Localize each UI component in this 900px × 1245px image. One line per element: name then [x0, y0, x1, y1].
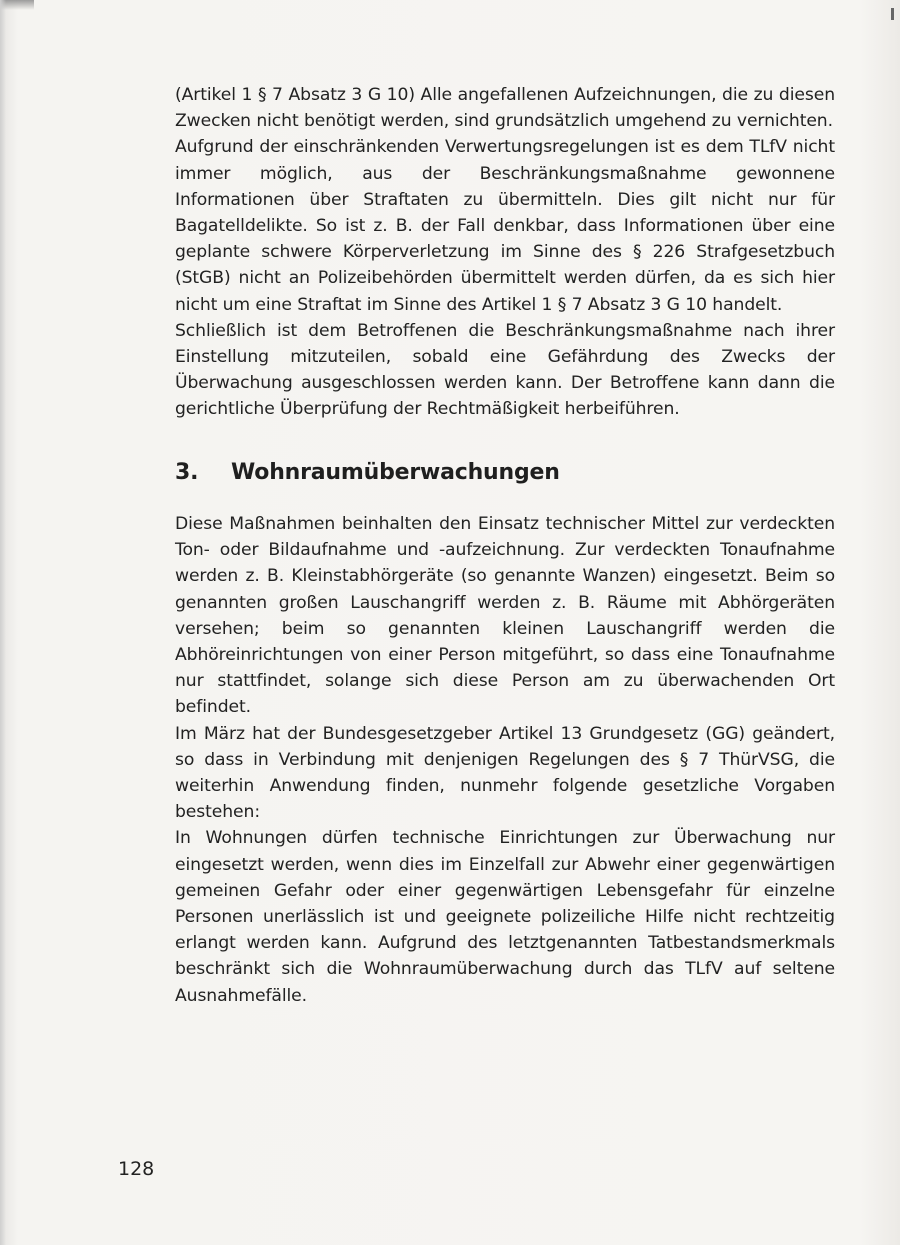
section-number: 3.: [175, 460, 199, 485]
intro-paragraph-1: (Artikel 1 § 7 Absatz 3 G 10) Alle angefallenen Aufzeichnungen, die zu diesen Zwecken nicht benötigt werden, sind grundsätzlich umgehend zu vernichten.: [175, 85, 835, 132]
page-number: 128: [118, 1158, 155, 1180]
intro-text-block: [175, 82, 835, 423]
section-text-block: [175, 511, 835, 1009]
scan-corner-mark: [891, 8, 894, 20]
section-paragraph-2: Im März hat der Bundesgesetzgeber Artikel 13 Grundgesetz (GG) geändert, so dass in Verbindung mit denjenigen Regelungen des § 7 ThürVSG, die weiterhin Anwendung finden, nunmehr folgende gesetzliche Vorgaben bestehen:: [175, 723, 835, 823]
section-heading: [175, 460, 560, 485]
section-paragraph-3: In Wohnungen dürfen technische Einrichtungen zur Überwachung nur eingesetzt werden, wenn dies im Einzelfall zur Abwehr einer gegenwärtigen gemeinen Gefahr oder einer gegenwärtigen Lebensgefahr für einzelne Personen unerlässlich ist und geeignete polizeiliche Hilfe nicht rechtzeitig erlangt werden kann. Aufgrund des letztgenannten Tatbestandsmerkmals beschränkt sich die Wohnraumüberwachung durch das TLfV auf seltene Ausnahmefälle.: [175, 828, 835, 1006]
scan-edge-left: [0, 0, 6, 1245]
section-title: Wohnraumüberwachungen: [231, 460, 560, 485]
section-paragraph-1: Diese Maßnahmen beinhalten den Einsatz technischer Mittel zur verdeckten Ton- oder Bildaufnahme und -aufzeichnung. Zur verdeckten Tonaufnahme werden z. B. Kleinstabhörgeräte (so genannte Wanzen) eingesetzt. Beim so genannten großen Lauschangriff werden z. B. Räume mit Abhörgeräten versehen; beim so genannten kleinen Lauschangriff werden die Abhöreinrichtungen von einer Person mitgeführt, so dass eine Tonaufnahme nur stattfindet, solange sich diese Person am zu überwachenden Ort befindet.: [175, 514, 835, 718]
intro-paragraph-2: Aufgrund der einschränkenden Verwertungsregelungen ist es dem TLfV nicht immer möglich, aus der Beschränkungsmaßnahme gewonnene Informationen über Straftaten zu übermitteln. Dies gilt nicht nur für Bagatelldelikte. So ist z. B. der Fall denkbar, dass Informationen über eine geplante schwere Körperverletzung im Sinne des § 226 Strafgesetzbuch (StGB) nicht an Polizeibehörden übermittelt werden dürfen, da es sich hier nicht um eine Straftat im Sinne des Artikel 1 § 7 Absatz 3 G 10 handelt.: [175, 137, 835, 315]
intro-paragraph-3: Schließlich ist dem Betroffenen die Beschränkungsmaßnahme nach ihrer Einstellung mitzuteilen, sobald eine Gefährdung des Zwecks der Überwachung ausgeschlossen werden kann. Der Betroffene kann dann die gerichtliche Überprüfung der Rechtmäßigkeit herbeiführen.: [175, 320, 835, 420]
